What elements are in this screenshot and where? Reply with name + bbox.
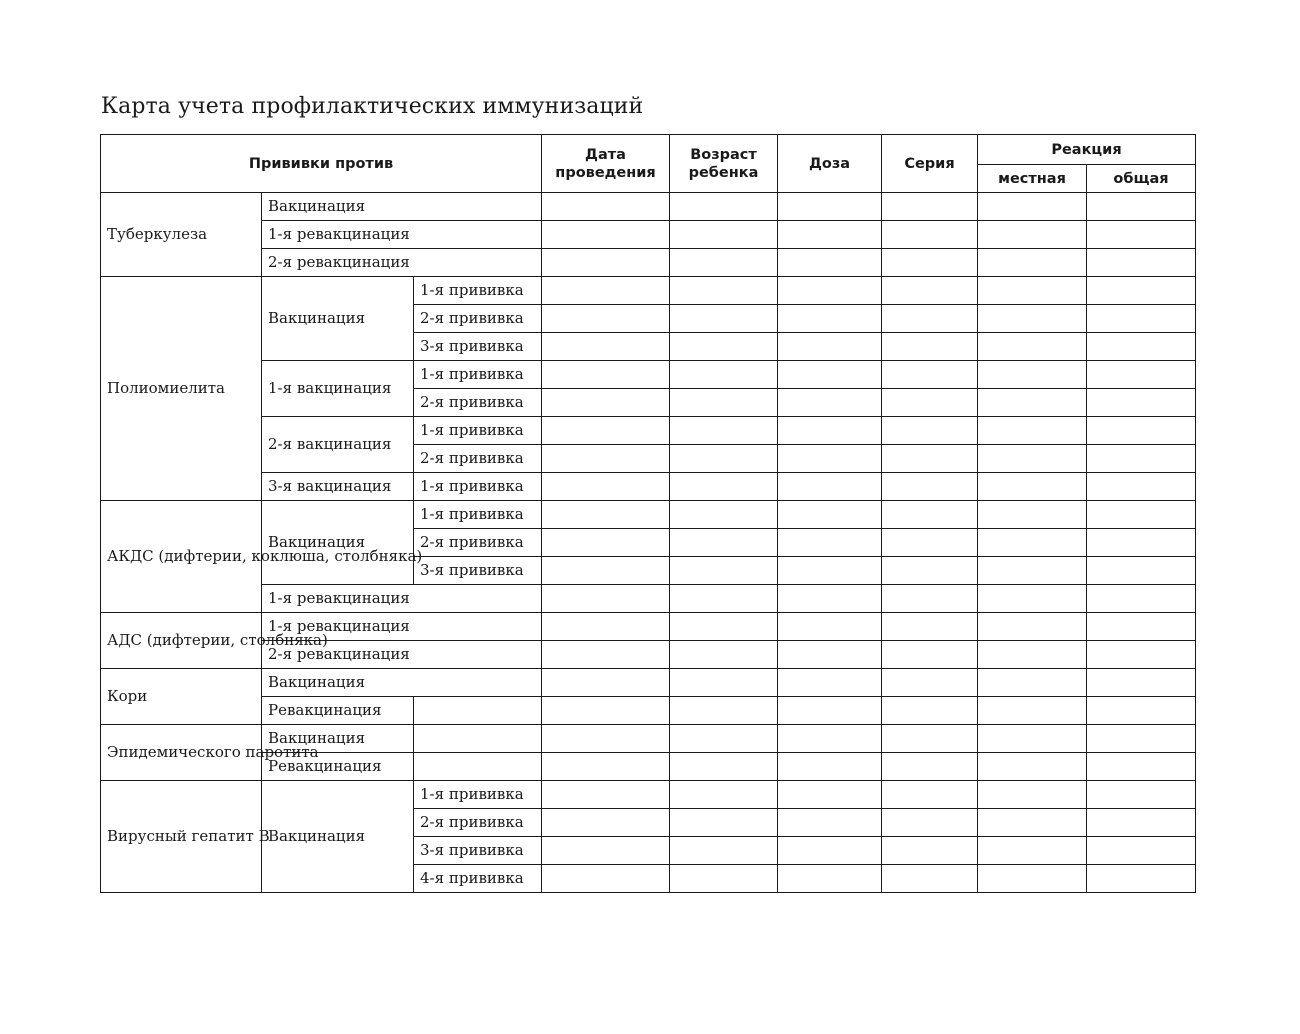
age-cell[interactable] [670,249,778,277]
date-cell[interactable] [542,613,670,641]
series-cell[interactable] [882,557,978,585]
stage-label: 1-я ревакцинация [262,221,542,249]
header-row [101,135,1196,165]
dose-label: 2-я прививка [414,809,542,837]
general-reaction-cell[interactable] [1087,389,1196,417]
disease-dtp: АКДС (дифтерии, коклюша, столбняка) [101,501,262,613]
series-cell[interactable] [882,501,978,529]
dose-cell[interactable] [778,501,882,529]
age-cell[interactable] [670,193,778,221]
empty-cell[interactable] [414,753,542,781]
local-reaction-cell[interactable] [978,781,1087,809]
local-reaction-cell[interactable] [978,333,1087,361]
dose-cell[interactable] [778,837,882,865]
age-cell[interactable] [670,585,778,613]
general-reaction-cell[interactable] [1087,305,1196,333]
date-cell[interactable] [542,557,670,585]
age-cell[interactable] [670,837,778,865]
dose-cell[interactable] [778,529,882,557]
dose-cell[interactable] [778,613,882,641]
dose-cell[interactable] [778,221,882,249]
local-reaction-cell[interactable] [978,501,1087,529]
general-reaction-cell[interactable] [1087,221,1196,249]
age-cell[interactable] [670,333,778,361]
local-reaction-cell[interactable] [978,585,1087,613]
dose-cell[interactable] [778,641,882,669]
series-cell[interactable] [882,361,978,389]
dose-label: 2-я прививка [414,529,542,557]
local-reaction-cell[interactable] [978,193,1087,221]
age-cell[interactable] [670,529,778,557]
stage-label: Вакцинация [262,193,542,221]
series-cell[interactable] [882,641,978,669]
stage-label: Ревакцинация [262,697,414,725]
date-cell[interactable] [542,669,670,697]
dose-cell[interactable] [778,697,882,725]
local-reaction-cell[interactable] [978,445,1087,473]
age-cell[interactable] [670,473,778,501]
series-cell[interactable] [882,333,978,361]
dose-label: 4-я прививка [414,865,542,893]
table-row [101,193,1196,221]
general-reaction-cell[interactable] [1087,753,1196,781]
local-reaction-cell[interactable] [978,865,1087,893]
local-reaction-cell[interactable] [978,753,1087,781]
disease-polio: Полиомиелита [101,277,262,501]
series-cell[interactable] [882,445,978,473]
series-cell[interactable] [882,725,978,753]
dose-label: 3-я прививка [414,837,542,865]
date-cell[interactable] [542,781,670,809]
date-cell[interactable] [542,753,670,781]
series-cell[interactable] [882,473,978,501]
stage-label: Вакцинация [262,501,414,585]
date-cell[interactable] [542,221,670,249]
series-cell[interactable] [882,809,978,837]
series-cell[interactable] [882,193,978,221]
date-cell[interactable] [542,305,670,333]
stage-label: Вакцинация [262,669,542,697]
general-reaction-cell[interactable] [1087,697,1196,725]
general-reaction-cell[interactable] [1087,865,1196,893]
header-age: Возраст ребенка [670,135,778,193]
date-cell[interactable] [542,389,670,417]
dose-cell[interactable] [778,333,882,361]
table-row [101,501,1196,529]
series-cell[interactable] [882,753,978,781]
dose-cell[interactable] [778,669,882,697]
general-reaction-cell[interactable] [1087,585,1196,613]
header-series: Серия [882,135,978,193]
local-reaction-cell[interactable] [978,697,1087,725]
date-cell[interactable] [542,641,670,669]
age-cell[interactable] [670,865,778,893]
dose-label: 1-я прививка [414,277,542,305]
dose-cell[interactable] [778,865,882,893]
table-row [101,277,1196,305]
age-cell[interactable] [670,725,778,753]
series-cell[interactable] [882,529,978,557]
dose-cell[interactable] [778,725,882,753]
dose-label: 2-я прививка [414,445,542,473]
table-row [101,473,1196,501]
date-cell[interactable] [542,809,670,837]
general-reaction-cell[interactable] [1087,725,1196,753]
dose-cell[interactable] [778,417,882,445]
local-reaction-cell[interactable] [978,557,1087,585]
stage-label: Вакцинация [262,277,414,361]
date-cell[interactable] [542,501,670,529]
header-reaction: Реакция [978,135,1196,165]
dose-cell[interactable] [778,557,882,585]
stage-label: Вакцинация [262,725,414,753]
age-cell[interactable] [670,417,778,445]
dose-cell[interactable] [778,781,882,809]
dose-label: 1-я прививка [414,417,542,445]
local-reaction-cell[interactable] [978,725,1087,753]
series-cell[interactable] [882,305,978,333]
table-row [101,417,1196,445]
dose-cell[interactable] [778,193,882,221]
age-cell[interactable] [670,305,778,333]
general-reaction-cell[interactable] [1087,669,1196,697]
age-cell[interactable] [670,389,778,417]
general-reaction-cell[interactable] [1087,613,1196,641]
general-reaction-cell[interactable] [1087,557,1196,585]
dose-cell[interactable] [778,445,882,473]
local-reaction-cell[interactable] [978,417,1087,445]
table-row [101,669,1196,697]
header-date: Дата проведения [542,135,670,193]
stage-label: 1-я ревакцинация [262,613,542,641]
dose-label: 1-я прививка [414,501,542,529]
series-cell[interactable] [882,249,978,277]
stage-label: 2-я вакцинация [262,417,414,473]
age-cell[interactable] [670,557,778,585]
local-reaction-cell[interactable] [978,249,1087,277]
local-reaction-cell[interactable] [978,389,1087,417]
age-cell[interactable] [670,221,778,249]
date-cell[interactable] [542,837,670,865]
date-cell[interactable] [542,865,670,893]
general-reaction-cell[interactable] [1087,809,1196,837]
general-reaction-cell[interactable] [1087,781,1196,809]
table-row [101,221,1196,249]
series-cell[interactable] [882,585,978,613]
series-cell[interactable] [882,417,978,445]
series-cell[interactable] [882,697,978,725]
series-cell[interactable] [882,669,978,697]
date-cell[interactable] [542,333,670,361]
age-cell[interactable] [670,753,778,781]
local-reaction-cell[interactable] [978,837,1087,865]
stage-label: 2-я ревакцинация [262,249,542,277]
immunization-table [100,134,1196,893]
general-reaction-cell[interactable] [1087,501,1196,529]
disease-dt: АДС (дифтерии, столбняка) [101,613,262,669]
stage-label: 1-я ревакцинация [262,585,542,613]
disease-measles: Кори [101,669,262,725]
date-cell[interactable] [542,585,670,613]
age-cell[interactable] [670,277,778,305]
dose-cell[interactable] [778,585,882,613]
table-row [101,781,1196,809]
header-against: Прививки против [101,135,542,193]
header-dose: Доза [778,135,882,193]
dose-label: 1-я прививка [414,781,542,809]
general-reaction-cell[interactable] [1087,361,1196,389]
local-reaction-cell[interactable] [978,305,1087,333]
date-cell[interactable] [542,277,670,305]
general-reaction-cell[interactable] [1087,333,1196,361]
table-row [101,585,1196,613]
stage-label: Вакцинация [262,781,414,893]
series-cell[interactable] [882,389,978,417]
local-reaction-cell[interactable] [978,473,1087,501]
disease-mumps: Эпидемического паротита [101,725,262,781]
disease-hepatitis-b: Вирусный гепатит В [101,781,262,893]
series-cell[interactable] [882,781,978,809]
dose-cell[interactable] [778,361,882,389]
general-reaction-cell[interactable] [1087,193,1196,221]
date-cell[interactable] [542,445,670,473]
local-reaction-cell[interactable] [978,361,1087,389]
date-cell[interactable] [542,417,670,445]
stage-label: Ревакцинация [262,753,414,781]
dose-cell[interactable] [778,809,882,837]
age-cell[interactable] [670,641,778,669]
dose-label: 2-я прививка [414,305,542,333]
general-reaction-cell[interactable] [1087,445,1196,473]
series-cell[interactable] [882,865,978,893]
age-cell[interactable] [670,501,778,529]
dose-label: 1-я прививка [414,473,542,501]
empty-cell[interactable] [414,725,542,753]
age-cell[interactable] [670,613,778,641]
dose-cell[interactable] [778,389,882,417]
table-row [101,725,1196,753]
dose-label: 3-я прививка [414,557,542,585]
date-cell[interactable] [542,473,670,501]
date-cell[interactable] [542,725,670,753]
age-cell[interactable] [670,669,778,697]
local-reaction-cell[interactable] [978,669,1087,697]
dose-cell[interactable] [778,249,882,277]
table-row [101,361,1196,389]
series-cell[interactable] [882,277,978,305]
local-reaction-cell[interactable] [978,613,1087,641]
series-cell[interactable] [882,837,978,865]
date-cell[interactable] [542,361,670,389]
dose-cell[interactable] [778,753,882,781]
age-cell[interactable] [670,445,778,473]
local-reaction-cell[interactable] [978,221,1087,249]
series-cell[interactable] [882,221,978,249]
dose-cell[interactable] [778,277,882,305]
dose-label: 2-я прививка [414,389,542,417]
age-cell[interactable] [670,697,778,725]
general-reaction-cell[interactable] [1087,473,1196,501]
stage-label: 3-я вакцинация [262,473,414,501]
general-reaction-cell[interactable] [1087,417,1196,445]
age-cell[interactable] [670,361,778,389]
local-reaction-cell[interactable] [978,641,1087,669]
series-cell[interactable] [882,613,978,641]
dose-label: 1-я прививка [414,361,542,389]
dose-cell[interactable] [778,305,882,333]
empty-cell[interactable] [414,697,542,725]
date-cell[interactable] [542,193,670,221]
local-reaction-cell[interactable] [978,809,1087,837]
table-row [101,249,1196,277]
local-reaction-cell[interactable] [978,277,1087,305]
dose-label: 3-я прививка [414,333,542,361]
stage-label: 2-я ревакцинация [262,641,542,669]
date-cell[interactable] [542,697,670,725]
dose-cell[interactable] [778,473,882,501]
general-reaction-cell[interactable] [1087,641,1196,669]
date-cell[interactable] [542,529,670,557]
date-cell[interactable] [542,249,670,277]
general-reaction-cell[interactable] [1087,249,1196,277]
age-cell[interactable] [670,809,778,837]
page-title: Карта учета профилактических иммунизаций [101,94,644,119]
table-row [101,613,1196,641]
general-reaction-cell[interactable] [1087,277,1196,305]
header-general: общая [1087,165,1196,193]
table-row [101,697,1196,725]
stage-label: 1-я вакцинация [262,361,414,417]
local-reaction-cell[interactable] [978,529,1087,557]
disease-tuberculosis: Туберкулеза [101,193,262,277]
general-reaction-cell[interactable] [1087,837,1196,865]
header-local: местная [978,165,1087,193]
general-reaction-cell[interactable] [1087,529,1196,557]
age-cell[interactable] [670,781,778,809]
